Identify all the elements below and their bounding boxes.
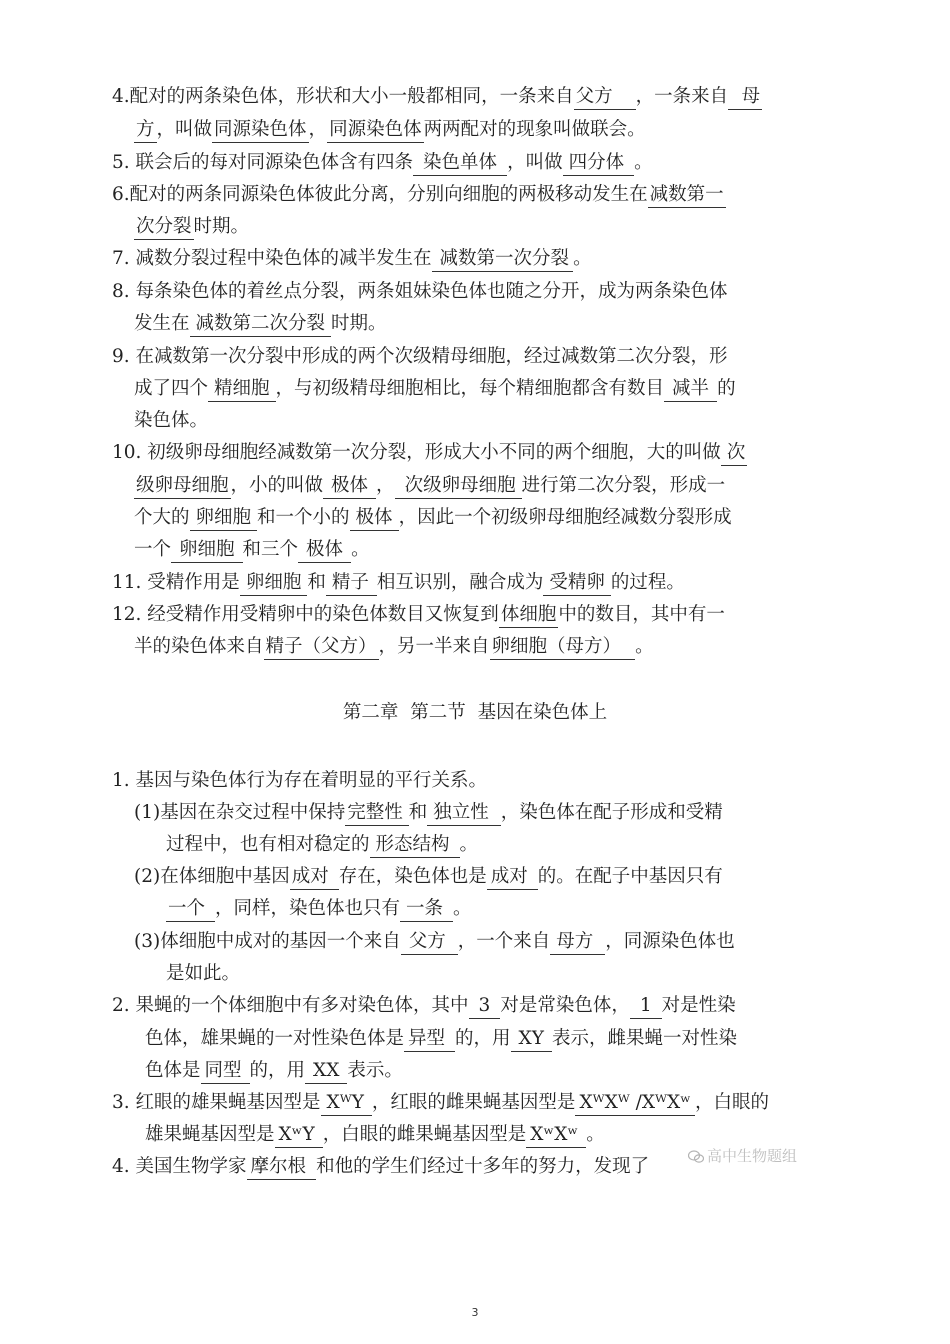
item-11 xyxy=(112,574,685,596)
text: 和他的学生们经过十多年的努力，发现了 xyxy=(316,1156,650,1177)
text: 和三个 xyxy=(242,539,299,560)
answer-blank: XᵂXᵂ /XᵂXʷ xyxy=(575,1094,695,1116)
answer-blank: 精子（父方） xyxy=(264,638,379,660)
sec2-q1a-line-1 xyxy=(134,804,723,826)
text: 成了四个 xyxy=(134,378,209,399)
text: 中的数目，其中有一 xyxy=(558,604,725,625)
chat-bubble-icon xyxy=(688,1150,704,1164)
text: 时期。 xyxy=(193,216,250,237)
text: 5. 联会后的每对同源染色体含有四条 xyxy=(112,152,414,173)
text: 色体是 xyxy=(145,1060,201,1081)
text: 12. 经受精作用受精卵中的染色体数目又恢复到 xyxy=(112,604,499,625)
text: ，一个来自 xyxy=(457,931,551,952)
text: 时期。 xyxy=(331,313,387,334)
answer-blank: 卵细胞（母方） xyxy=(490,638,636,660)
text: (3)体细胞中成对的基因一个来自 xyxy=(134,931,401,952)
answer-blank: 方 xyxy=(134,121,157,143)
text: ，红眼的雌果蝇基因型是 xyxy=(371,1092,576,1113)
text: 的，用 xyxy=(455,1028,511,1049)
text: 的。在配子中基因只有 xyxy=(537,866,723,887)
text: 的，用 xyxy=(249,1060,306,1081)
answer-blank: XʷY xyxy=(275,1126,323,1148)
item-4-line-1 xyxy=(112,88,762,110)
answer-blank: 体细胞 xyxy=(499,606,559,628)
text: 。 xyxy=(351,539,370,560)
answer-blank: 次 xyxy=(721,444,748,466)
answer-blank: XᵂY xyxy=(321,1094,372,1116)
answer-blank: 卵细胞 xyxy=(171,541,243,563)
answer-blank: 独立性 xyxy=(427,804,501,826)
text: 和一个小的 xyxy=(257,507,350,528)
item-6-line-1 xyxy=(112,186,726,208)
text: 染色体。 xyxy=(134,410,209,431)
text: 色体，雄果蝇的一对性染色体是 xyxy=(145,1028,405,1049)
answer-blank: 3 xyxy=(469,997,501,1019)
text: 表示。 xyxy=(347,1060,403,1081)
answer-blank: 减数第一 xyxy=(648,186,726,208)
text: 6.配对的两条同源染色体彼此分离，分别向细胞的两极移动发生在 xyxy=(112,184,648,205)
text: 和 xyxy=(408,802,428,823)
text: 9. 在减数第一次分裂中形成的两个次级精母细胞，经过减数第二次分裂，形 xyxy=(112,346,728,367)
sec2-q3-line-2 xyxy=(145,1126,605,1148)
answer-blank: 减数第二次分裂 xyxy=(190,315,332,337)
sec2-q2-line-1 xyxy=(112,997,736,1019)
sec2-q4 xyxy=(112,1158,649,1180)
sec2-q2-line-3 xyxy=(145,1062,403,1084)
item-10-line-3 xyxy=(134,509,732,531)
answer-blank: 次分裂 xyxy=(134,218,194,240)
text: 。 xyxy=(586,1124,605,1145)
text: 和 xyxy=(307,572,326,593)
text: ，一条来自 xyxy=(635,86,729,107)
text: 2. 果蝇的一个体细胞中有多对染色体，其中 xyxy=(112,995,469,1016)
answer-blank: 一条 xyxy=(400,900,453,922)
text: 雄果蝇基因型是 xyxy=(145,1124,275,1145)
answer-blank: 父方 xyxy=(401,933,458,955)
text: ，因此一个初级卵母细胞经减数分裂形成 xyxy=(398,507,732,528)
item-9-line-3 xyxy=(134,412,208,431)
sec2-q1b-line-2 xyxy=(166,900,472,922)
text: 过程中，也有相对稳定的 xyxy=(166,834,370,855)
text: 的过程。 xyxy=(610,572,685,593)
text: (2)在体细胞中基因 xyxy=(134,866,290,887)
answer-blank: 极体 xyxy=(350,509,399,531)
text: 半的染色体来自 xyxy=(134,636,264,657)
answer-blank: XX xyxy=(305,1062,347,1084)
sec2-q1a-line-2 xyxy=(166,836,478,858)
answer-blank: 减数第一次分裂 xyxy=(432,250,574,272)
section-title: 第二章 第二节 基因在染色体上 xyxy=(342,702,608,723)
answer-blank: 成对 xyxy=(487,868,538,890)
answer-blank: 母 xyxy=(728,88,762,110)
item-12-line-1 xyxy=(112,606,725,628)
text: 3. 红眼的雄果蝇基因型是 xyxy=(112,1092,321,1113)
text: 进行第二次分裂，形成一 xyxy=(521,475,726,496)
item-5 xyxy=(112,154,653,176)
text: (1)基因在杂交过程中保持 xyxy=(134,802,346,823)
text: 1. 基因与染色体行为存在着明显的平行关系。 xyxy=(112,770,488,791)
answer-blank: 母方 xyxy=(550,933,605,955)
text: 个大的 xyxy=(134,507,190,528)
answer-blank: 成对 xyxy=(290,868,339,890)
text: 。 xyxy=(634,152,653,173)
item-9-line-2 xyxy=(134,380,736,402)
text: 对是常染色体， xyxy=(500,995,630,1016)
text: 表示，雌果蝇一对性染 xyxy=(551,1028,737,1049)
text: 4. 美国生物学家 xyxy=(112,1156,247,1177)
item-12-line-2 xyxy=(134,638,654,660)
text: ，叫做 xyxy=(156,119,213,140)
answer-blank: 受精卵 xyxy=(543,574,611,596)
item-8-line-1 xyxy=(112,283,728,302)
text: 相互识别，融合成为 xyxy=(376,572,544,593)
text: 对是性染 xyxy=(661,995,736,1016)
answer-blank: 同型 xyxy=(201,1062,250,1084)
answer-blank: 形态结构 xyxy=(370,836,460,858)
text: 8. 每条染色体的着丝点分裂，两条姐妹染色体也随之分开，成为两条染色体 xyxy=(112,281,728,302)
watermark-text: 高中生物题组 xyxy=(707,1147,798,1165)
item-6-line-2 xyxy=(134,218,249,240)
text: 。 xyxy=(453,898,472,919)
text: ， xyxy=(376,475,395,496)
item-10-line-2 xyxy=(134,477,725,499)
text: ，另一半来自 xyxy=(378,636,490,657)
answer-blank: 卵细胞 xyxy=(190,509,258,531)
text: 11. 受精作用是 xyxy=(112,572,240,593)
text: 。 xyxy=(459,834,479,855)
item-4-line-2 xyxy=(134,121,646,143)
text: 两两配对的现象叫做联会。 xyxy=(423,119,646,140)
item-10-line-1 xyxy=(112,444,747,466)
text: ，白眼的雌果蝇基因型是 xyxy=(322,1124,527,1145)
sec2-q2-line-2 xyxy=(145,1030,737,1052)
text: ，小的叫做 xyxy=(230,475,324,496)
page-number: 3 xyxy=(471,1306,479,1319)
sec2-q1 xyxy=(112,772,487,791)
answer-blank: 精子 xyxy=(326,574,377,596)
answer-blank: 精细胞 xyxy=(208,380,276,402)
answer-blank: 摩尔根 xyxy=(247,1158,317,1180)
text: ， xyxy=(308,119,328,140)
text: 。 xyxy=(635,636,654,657)
text: 7. 减数分裂过程中染色体的减半发生在 xyxy=(112,248,432,269)
answer-blank: 次级卵母细胞 xyxy=(395,477,522,499)
item-8-line-2 xyxy=(134,315,387,337)
answer-blank: XʷXʷ xyxy=(526,1126,586,1148)
text: ，与初级精母细胞相比，每个精细胞都含有数目 xyxy=(275,378,665,399)
answer-blank: 四分体 xyxy=(563,154,635,176)
answer-blank: 染色单体 xyxy=(413,154,507,176)
answer-blank: 级卵母细胞 xyxy=(134,477,231,499)
text: ，白眼的 xyxy=(695,1092,770,1113)
text: 是如此。 xyxy=(166,963,241,984)
answer-blank: 异型 xyxy=(404,1030,455,1052)
text: 。 xyxy=(573,248,592,269)
item-10-line-4 xyxy=(134,541,370,563)
text: 4.配对的两条染色体，形状和大小一般都相同，一条来自 xyxy=(112,86,574,107)
answer-blank: 卵细胞 xyxy=(240,574,308,596)
text: 一个 xyxy=(134,539,172,560)
text: ，同源染色体也 xyxy=(605,931,735,952)
text: 10. 初级卵母细胞经减数第一次分裂，形成大小不同的两个细胞，大的叫做 xyxy=(112,442,721,463)
answer-blank: 极体 xyxy=(323,477,376,499)
text: 的 xyxy=(717,378,736,399)
sec2-q1c-line-1 xyxy=(134,933,735,955)
watermark xyxy=(688,1145,797,1166)
item-7 xyxy=(112,250,592,272)
answer-blank: 父方 xyxy=(574,88,636,110)
text: 存在，染色体也是 xyxy=(338,866,487,887)
text: 发生在 xyxy=(134,313,190,334)
answer-blank: 减半 xyxy=(664,380,717,402)
text: ，同样，染色体也只有 xyxy=(215,898,401,919)
answer-blank: 同源染色体 xyxy=(212,121,309,143)
answer-blank: 1 xyxy=(630,997,662,1019)
answer-blank: 极体 xyxy=(298,541,351,563)
answer-blank: 同源染色体 xyxy=(327,121,424,143)
sec2-q1c-line-2 xyxy=(166,965,240,984)
answer-blank: 一个 xyxy=(166,900,215,922)
answer-blank: 完整性 xyxy=(345,804,409,826)
sec2-q1b-line-1 xyxy=(134,868,723,890)
sec2-q3-line-1 xyxy=(112,1094,769,1116)
item-9-line-1 xyxy=(112,348,728,367)
answer-blank: XY xyxy=(511,1030,552,1052)
text: ，染色体在配子形成和受精 xyxy=(500,802,723,823)
text: ，叫做 xyxy=(507,152,563,173)
